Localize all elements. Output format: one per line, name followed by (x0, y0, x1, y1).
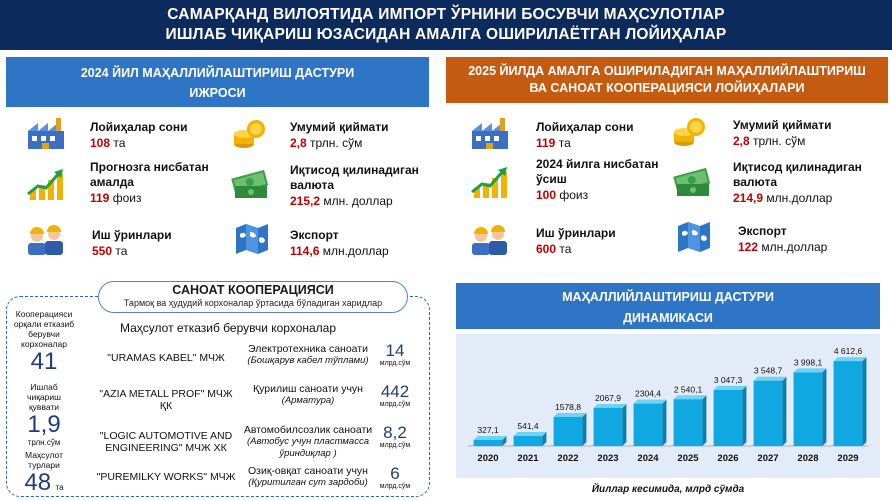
data-label-2025: 2 540,1 (673, 384, 703, 395)
page-header (0, 0, 892, 50)
coop-capacity-label: Ишлаб чиқариш қуввати (27, 382, 61, 412)
sector-note: (Арматура) (281, 395, 335, 406)
right-title-line-1: 2025 ЙИЛДА АМАЛГА ОШИРИЛАДИГАН МАҲАЛЛИЙЛАШТИРИШ (468, 64, 866, 78)
right-jobs-value: 600 (536, 242, 557, 256)
right-total-value-value: 2,8 (733, 134, 750, 148)
left-forecast-label-1: Прогнозга нисбатан (90, 160, 209, 174)
left-export-stat (290, 228, 389, 259)
sector-name: Озиқ-овқат саноати учун (248, 465, 368, 477)
right-savings-value: 214,9 (733, 191, 764, 205)
coop-suppliers-label: Кооперацияси орқали етказиб берувчи корхоналар (13, 309, 75, 349)
x-tick-2021: 2021 (517, 453, 539, 464)
coop-products-label: Маҳсулот турлари (25, 450, 63, 470)
data-label-2028: 3 998,1 (793, 357, 823, 368)
world-map-icon (676, 220, 712, 254)
left-forecast-stat (90, 160, 209, 206)
chart-x-label: Йиллар кесимида, млрд сўмда (591, 484, 745, 495)
bar-side (582, 413, 586, 446)
right-savings-label-1: Иқтисод қилинадиган (733, 160, 862, 174)
bar-2022 (554, 417, 583, 446)
left-savings-unit: млн. доллар (323, 194, 393, 208)
right-growth-stat (536, 157, 658, 203)
worker-icon (24, 222, 68, 256)
right-total-value-label: Умумий қиймати (733, 118, 832, 132)
x-tick-2022: 2022 (557, 453, 579, 464)
cooperation-subtitle: Тармоқ ва ҳудудий корхоналар ўртасида бўладиган харидлар (123, 298, 383, 308)
coop-suppliers-value: 41 (30, 348, 58, 375)
data-label-2026: 3 047,3 (713, 374, 743, 385)
right-jobs-label: Иш ўринлари (536, 226, 616, 240)
sector (238, 343, 378, 367)
row-value-number: 14 (385, 341, 405, 360)
sector (238, 465, 378, 489)
data-label-2020: 327,1 (477, 424, 499, 435)
right-title-line-2: ВА САНОАТ КООПЕРАЦИЯСИ ЛОЙИҲАЛАРИ (529, 81, 805, 95)
bar-2024 (634, 404, 663, 446)
right-projects-unit: та (558, 136, 571, 150)
right-projects-label: Лойиҳалар сони (536, 120, 634, 134)
bar-side (622, 404, 626, 446)
bar-side (862, 357, 866, 446)
right-savings-stat (733, 160, 862, 206)
coop-capacity-value: 1,9 (27, 411, 61, 438)
left-forecast-label-2: амалда (90, 175, 134, 189)
cooperation-title-pill (98, 281, 408, 313)
sector-name: Автомобилсозлик саноати (243, 424, 373, 436)
left-jobs-stat (92, 228, 172, 259)
left-export-value: 114,6 (290, 244, 320, 258)
right-export-label: Экспорт (738, 224, 787, 238)
left-projects-label: Лойиҳалар сони (90, 120, 188, 134)
left-forecast-unit: фоиз (112, 191, 142, 205)
right-growth-label-1: 2024 йилга нисбатан (536, 157, 659, 171)
bar-top (714, 386, 747, 390)
bar-side (742, 386, 746, 446)
bar-top (634, 400, 667, 404)
left-savings-value: 215,2 (290, 194, 321, 208)
x-tick-2027: 2027 (757, 453, 779, 464)
left-export-label: Экспорт (290, 228, 339, 242)
company-name: "PUREMILKY WORKS" МЧЖ (96, 471, 236, 483)
growth-chart-icon (470, 166, 510, 200)
chart-title (456, 283, 880, 329)
right-jobs-stat (536, 226, 616, 257)
row-value-number: 8,2 (383, 423, 407, 442)
right-total-value-stat (733, 118, 831, 149)
left-jobs-label: Иш ўринлари (92, 228, 172, 242)
right-growth-unit: фоиз (559, 188, 589, 202)
left-jobs-unit: та (115, 244, 128, 258)
left-projects-value: 108 (90, 136, 111, 150)
suppliers-header: Маҳсулот етказиб берувчи корхоналар (120, 321, 337, 335)
bar-top (474, 436, 507, 440)
bar-2027 (754, 381, 783, 446)
bar-2023 (594, 408, 623, 446)
coop-products-value: 48 (24, 469, 52, 496)
right-jobs-unit: та (559, 242, 572, 256)
left-savings-label-1: Иқтисод қилинадиган (290, 163, 419, 177)
coins-icon (232, 118, 266, 150)
x-tick-2020: 2020 (477, 453, 499, 464)
right-projects-value: 119 (536, 136, 556, 150)
data-label-2027: 3 548,7 (753, 365, 783, 376)
company-name: "LOGIC AUTOMOTIVE AND ENGINEERING" МЧЖ ХК (99, 430, 233, 454)
row-value (372, 465, 418, 490)
data-label-2021: 541,4 (517, 421, 539, 432)
coop-capacity-unit: трлн.сўм (27, 438, 61, 447)
company-name: "AZIA METALL PROF" МЧЖ ҚК (99, 388, 233, 412)
company-name: "URAMAS KABEL" МЧЖ (107, 352, 225, 364)
right-savings-label-2: валюта (733, 175, 778, 189)
row-value-number: 6 (390, 464, 400, 483)
right-savings-unit: млн.доллар (766, 191, 833, 205)
header-line-2: ИШЛАБ ЧИҚАРИШ ЮЗАСИДАН АМАЛГА ОШИРИЛАЁТГАН ЛОЙИҲАЛАР (165, 26, 727, 43)
left-projects-stat (90, 120, 187, 151)
bar-chart (456, 334, 880, 474)
bar-side (822, 368, 826, 446)
bar-top (834, 357, 867, 361)
header-line-1: САМАРҚАНД ВИЛОЯТИДА ИМПОРТ ЎРНИНИ БОСУВЧИ МАҲСУЛОТЛАР (167, 6, 725, 23)
right-export-stat (738, 224, 827, 255)
cooperation-title: САНОАТ КООПЕРАЦИЯСИ (172, 283, 334, 297)
right-total-value-unit: трлн. сўм (753, 134, 806, 148)
sector-name: Электротехника саноати (248, 343, 368, 355)
sector-note: (Қуритилган сут зардоби) (248, 477, 368, 488)
growth-chart-icon (26, 168, 66, 202)
left-projects-unit: та (113, 136, 126, 150)
left-jobs-value: 550 (92, 244, 113, 258)
bar-2028 (794, 372, 823, 446)
row-value-unit: млрд.сўм (379, 442, 411, 449)
bar-top (554, 413, 587, 417)
data-label-2029: 4 612,6 (833, 346, 863, 357)
x-tick-2024: 2024 (637, 453, 659, 464)
right-export-unit: млн.доллар (761, 240, 828, 254)
bar-side (702, 395, 706, 446)
row-value (372, 424, 418, 449)
factory-icon (26, 117, 66, 151)
row-value (372, 383, 418, 408)
left-panel-title (6, 57, 429, 107)
sector (238, 383, 378, 407)
row-value-unit: млрд.сўм (379, 401, 411, 408)
left-savings-stat (290, 163, 419, 209)
data-label-2023: 2067,9 (595, 392, 621, 403)
bar-2020 (474, 440, 503, 446)
x-tick-2028: 2028 (797, 453, 819, 464)
bar-top (514, 432, 547, 436)
bar-side (662, 400, 666, 446)
data-label-2024: 2304,4 (635, 388, 661, 399)
money-icon (230, 166, 270, 200)
money-icon (672, 164, 712, 198)
sector-name: Қурилиш саноати учун (253, 383, 363, 395)
bar-top (794, 368, 827, 372)
bar-2025 (674, 399, 703, 446)
bar-2029 (834, 361, 863, 446)
x-tick-2029: 2029 (837, 453, 859, 464)
coop-suppliers-stat (10, 309, 78, 375)
world-map-icon (234, 222, 270, 256)
row-value-unit: млрд.сўм (379, 360, 411, 367)
x-tick-2026: 2026 (717, 453, 739, 464)
factory-icon (470, 117, 510, 151)
left-forecast-value: 119 (90, 191, 110, 205)
left-total-value-unit: трлн. сўм (310, 136, 363, 150)
left-savings-label-2: валюта (290, 178, 335, 192)
right-growth-value: 100 (536, 188, 557, 202)
bar-top (674, 395, 707, 399)
sector-note: (Автобус учун пластмасса ўриндиқлар ) (246, 436, 369, 459)
chart-title-line-2: ДИНАМИКАСИ (623, 311, 713, 325)
row-value-unit: млрд.сўм (379, 483, 411, 490)
left-title-line-1: 2024 ЙИЛ МАҲАЛЛИЙЛАШТИРИШ ДАСТУРИ (80, 66, 355, 80)
chart-title-line-1: МАҲАЛЛИЙЛАШТИРИШ ДАСТУРИ (562, 290, 774, 304)
left-total-value-value: 2,8 (290, 136, 307, 150)
bar-2026 (714, 390, 743, 446)
right-growth-label-2: ўсиш (536, 172, 567, 186)
coop-products-unit: та (55, 483, 64, 492)
row-value-number: 442 (380, 382, 410, 401)
coop-products-stat (10, 450, 78, 496)
bar-side (782, 377, 786, 446)
right-panel-title (446, 57, 888, 103)
left-export-unit: млн.доллар (322, 244, 389, 258)
right-projects-stat (536, 120, 633, 151)
bar-top (754, 377, 787, 381)
right-export-value: 122 (738, 240, 759, 254)
data-label-2022: 1578,8 (555, 401, 581, 412)
x-tick-2025: 2025 (677, 453, 699, 464)
left-total-value-label: Умумий қиймати (290, 120, 389, 134)
x-tick-2023: 2023 (597, 453, 619, 464)
coop-capacity-stat (10, 382, 78, 447)
bar-2021 (514, 436, 543, 446)
bar-top (594, 404, 627, 408)
sector-note: (Бошқарув кабел тўплами) (247, 355, 369, 366)
row-value (372, 342, 418, 367)
left-title-line-2: ИЖРОСИ (189, 86, 246, 100)
left-total-value-stat (290, 120, 388, 151)
sector (238, 424, 378, 460)
worker-icon (468, 222, 512, 256)
coins-icon (672, 116, 706, 148)
